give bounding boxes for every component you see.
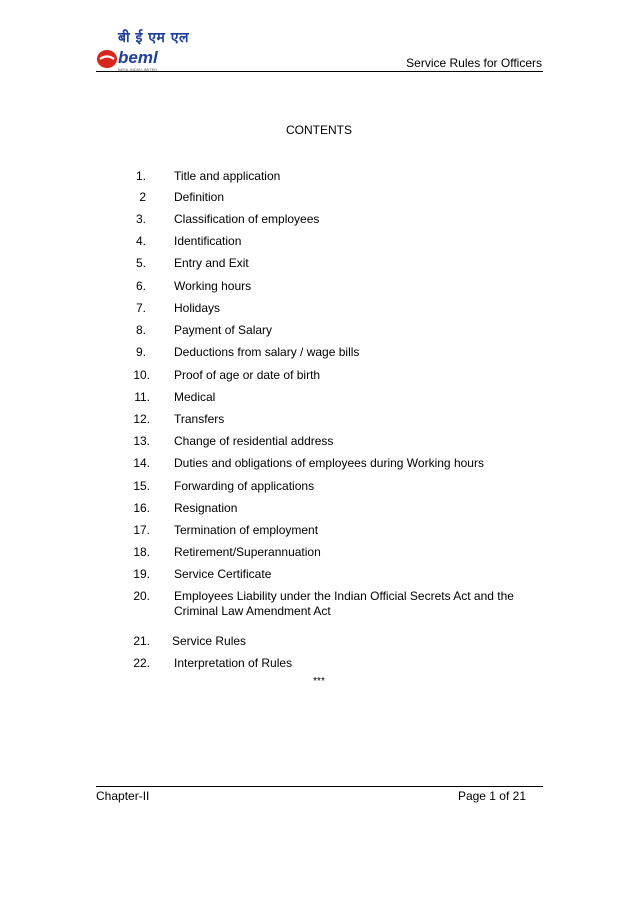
toc-item-number: 22. <box>133 656 150 670</box>
toc-item-title: Forwarding of applications <box>174 479 315 493</box>
toc-item-number: 16. <box>133 501 150 515</box>
toc-item-number: 11. <box>134 390 150 404</box>
end-of-contents-mark: *** <box>313 676 325 687</box>
toc-item-number: 19. <box>133 567 150 581</box>
toc-item-title: Proof of age or date of birth <box>174 368 321 382</box>
toc-item-number: 5. <box>135 256 146 270</box>
toc-item-number: 9. <box>135 345 146 359</box>
logo-hindi-text: बी ई एम एल <box>118 30 189 46</box>
logo-tagline: BEML INDIA LIMITED <box>118 67 158 72</box>
header-divider <box>96 71 543 72</box>
toc-item-number: 17. <box>133 523 150 537</box>
toc-item-number: 2 <box>139 190 146 204</box>
toc-item-number: 8. <box>135 323 146 337</box>
toc-item-title: Classification of employees <box>174 212 320 226</box>
logo-wordmark: beml <box>118 48 158 67</box>
company-logo <box>96 28 196 76</box>
document-title: Service Rules for Officers <box>406 56 542 70</box>
toc-item-title: Title and application <box>174 169 281 183</box>
beml-logo-mark <box>96 46 166 72</box>
toc-item-title: Termination of employment <box>174 523 319 537</box>
footer-chapter: Chapter-II <box>96 789 150 803</box>
toc-item-number: 1. <box>135 169 146 183</box>
toc-item-title: Holidays <box>174 301 221 315</box>
toc-item-title: Interpretation of Rules <box>174 656 293 670</box>
toc-item-number: 10. <box>133 368 150 382</box>
toc-item-title: Service Rules <box>172 634 247 648</box>
toc-item-title: Transfers <box>174 412 225 426</box>
toc-item-number: 6. <box>135 279 146 293</box>
toc-item-number: 14. <box>133 456 150 470</box>
toc-item-number: 7. <box>135 301 146 315</box>
toc-item-title: Employees Liability under the Indian Official Secrets Act and the Criminal Law Amendment Act <box>174 589 514 618</box>
toc-item-title: Working hours <box>174 279 252 293</box>
toc-item-title: Change of residential address <box>174 434 334 448</box>
toc-item-number: 12. <box>133 412 150 426</box>
footer-page-number: Page 1 of 21 <box>457 789 526 803</box>
toc-item-number: 3. <box>135 212 146 226</box>
toc-item-title: Service Certificate <box>174 567 272 581</box>
toc-item-number: 4. <box>135 234 146 248</box>
toc-item-title: Definition <box>174 190 225 204</box>
toc-item-number: 18. <box>133 545 150 559</box>
toc-item-number: 13. <box>133 434 150 448</box>
toc-item-title: Duties and obligations of employees during Working hours <box>174 456 484 470</box>
footer-divider <box>96 786 543 787</box>
toc-item-number: 21. <box>133 634 150 648</box>
toc-item-title: Payment of Salary <box>174 323 273 337</box>
toc-item-title: Entry and Exit <box>174 256 249 270</box>
toc-item-title: Deductions from salary / wage bills <box>174 345 360 359</box>
toc-item-title: Medical <box>174 390 216 404</box>
toc-item-number: 15. <box>133 479 150 493</box>
toc-item-title: Resignation <box>174 501 238 515</box>
toc-item-title: Retirement/Superannuation <box>174 545 321 559</box>
contents-heading: CONTENTS <box>286 123 352 137</box>
toc-item-title: Identification <box>174 234 242 248</box>
toc-item-number: 20. <box>133 589 150 603</box>
